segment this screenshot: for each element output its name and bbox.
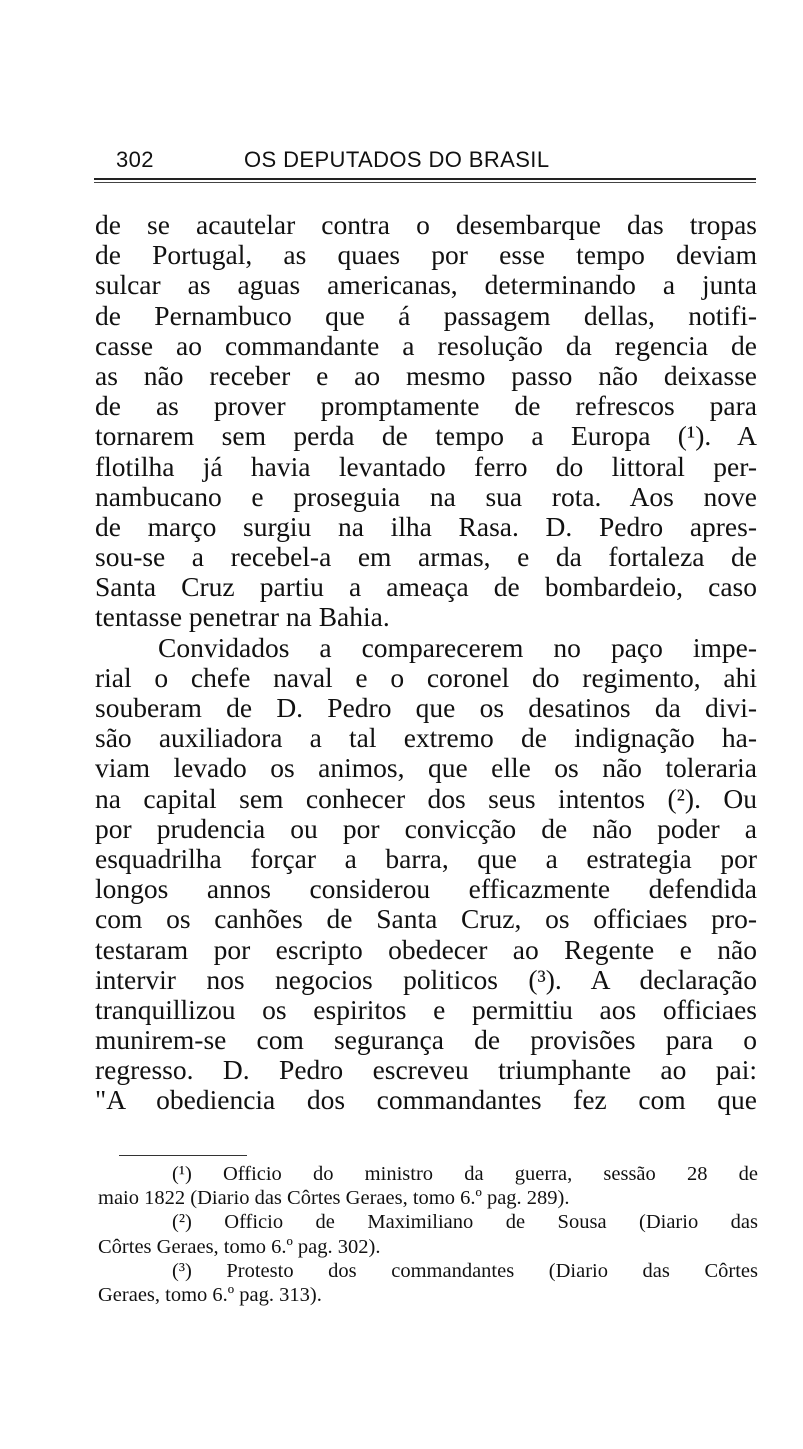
body-line: tranquillizou os espiritos e permittiu aos officiaes	[95, 993, 757, 1025]
body-line: na capital sem conhecer dos seus intentos (²). Ou	[95, 782, 757, 814]
body-line: munirem-se com segurança de provisões para o	[95, 1024, 757, 1056]
body-line: souberam de D. Pedro que os desatinos da divi-	[95, 692, 757, 723]
body-line: nambucano e proseguia na sua rota. Aos nove	[95, 480, 757, 512]
body-line: de Portugal, as quaes por esse tempo deviam	[95, 239, 757, 271]
running-head	[94, 143, 756, 175]
body-line: regresso. D. Pedro escreveu triumphante ao pai:	[95, 1054, 757, 1086]
body-line: por prudencia ou por convicção de não poder a	[95, 812, 757, 844]
footnote-line: maio 1822 (Diario das Côrtes Geraes, tomo 6.º pag. 289).	[98, 1187, 570, 1210]
body-line-paragraph-end: tentasse penetrar na Bahia.	[95, 601, 390, 633]
body-line: de se acautelar contra o desembarque das tropas	[95, 209, 757, 240]
body-line: intervir nos negocios politicos (³). A declaração	[95, 963, 757, 995]
footnote-line: (¹) Officio do ministro da guerra, sessão 28 de	[172, 1163, 758, 1185]
body-line: de março surgiu na ilha Rasa. D. Pedro apres-	[95, 510, 757, 542]
body-line: casse ao commandante a resolução da regencia de	[95, 329, 757, 361]
header-rule	[94, 178, 756, 180]
body-line: longos annos considerou efficazmente defendida	[95, 873, 757, 905]
footnote-line: (²) Officio de Maximiliano de Sousa (Diario das	[172, 1211, 758, 1234]
footnote-line: Côrtes Geraes, tomo 6.º pag. 302).	[98, 1235, 381, 1258]
running-title: OS DEPUTADOS DO BRASIL	[244, 147, 550, 172]
body-line: rial o chefe naval e o coronel do regimento, ahi	[95, 661, 757, 693]
body-line: flotilha já havia levantado ferro do littoral per-	[95, 450, 757, 482]
body-line: de as prover promptamente de refrescos para	[95, 390, 757, 422]
body-line: sou-se a recebel-a em armas, e da fortaleza de	[95, 541, 757, 573]
body-line: viam levado os animos, que elle os não toleraria	[95, 752, 757, 784]
footnote-line: (³) Protesto dos commandantes (Diario das Côrtes	[172, 1259, 758, 1282]
footnote-line: Geraes, tomo 6.º pag. 313).	[98, 1283, 322, 1306]
body-text	[95, 210, 757, 1116]
body-line: as não receber e ao mesmo passo não deixasse	[95, 359, 757, 391]
body-line: de Pernambuco que á passagem dellas, notifi-	[95, 299, 757, 331]
body-line: Santa Cruz partiu a ameaça de bombardeio, caso	[95, 571, 757, 603]
body-line: são auxiliadora a tal extremo de indignação ha-	[95, 722, 757, 754]
body-line-paragraph-start: Convidados a comparecerem no paço impe-	[158, 631, 757, 663]
body-line: "A obediencia dos commandantes fez com que	[95, 1084, 757, 1116]
page-number: 302	[116, 147, 154, 172]
body-line: tornarem sem perda de tempo a Europa (¹). A	[95, 420, 757, 452]
body-line: testaram por escripto obedecer ao Regente e não	[95, 933, 757, 965]
body-line: esquadrilha forçar a barra, que a estrategia por	[95, 842, 757, 874]
footnote-rule	[119, 1155, 247, 1156]
body-line: com os canhões de Santa Cruz, os officiaes pro-	[95, 903, 757, 935]
footnotes	[98, 1162, 758, 1307]
body-line: sulcar as aguas americanas, determinando a junta	[95, 269, 757, 301]
header-rule-secondary	[94, 182, 756, 183]
